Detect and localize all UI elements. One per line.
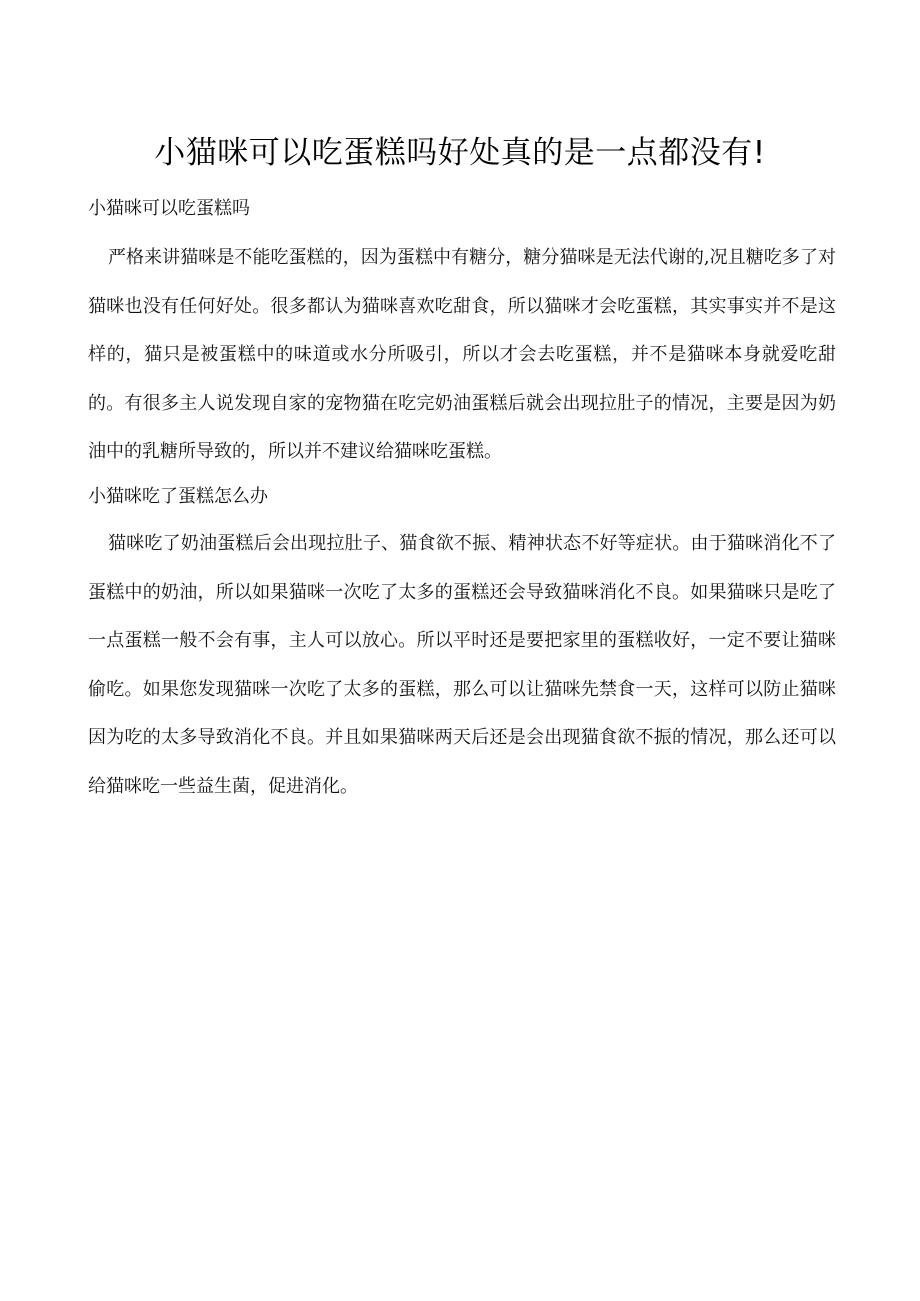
section-paragraph-can-cats-eat-cake: 严格来讲猫咪是不能吃蛋糕的，因为蛋糕中有糖分，糖分猫咪是无法代谢的,况且糖吃多了对猫咪也没有任何好处。很多都认为猫咪喜欢吃甜食，所以猫咪才会吃蛋糕，其实事实并不是这样的，猫只是被蛋糕中的味道或水分所吸引，所以才会去吃蛋糕，并不是猫咪本身就爱吃甜的。有很多主人说发现自家的宠物猫在吃完奶油蛋糕后就会出现拉肚子的情况，主要是因为奶油中的乳糖所导致的，所以并不建议给猫咪吃蛋糕。	[88, 247, 836, 462]
section-heading-can-cats-eat-cake: 小猫咪可以吃蛋糕吗	[88, 198, 250, 219]
section-heading-what-if-cat-ate-cake: 小猫咪吃了蛋糕怎么办	[88, 486, 268, 507]
section-paragraph-what-if-cat-ate-cake: 猫咪吃了奶油蛋糕后会出现拉肚子、猫食欲不振、精神状态不好等症状。由于猫咪消化不了蛋糕中的奶油，所以如果猫咪一次吃了太多的蛋糕还会导致猫咪消化不良。如果猫咪只是吃了一点蛋糕一般不会有事，主人可以放心。所以平时还是要把家里的蛋糕收好，一定不要让猫咪偷吃。如果您发现猫咪一次吃了太多的蛋糕，那么可以让猫咪先禁食一天，这样可以防止猫咪因为吃的太多导致消化不良。并且如果猫咪两天后还是会出现猫食欲不振的情况，那么还可以给猫咪吃一些益生菌，促进消化。	[88, 533, 836, 797]
document-title: 小猫咪可以吃蛋糕吗好处真的是一点都没有!	[154, 135, 766, 171]
